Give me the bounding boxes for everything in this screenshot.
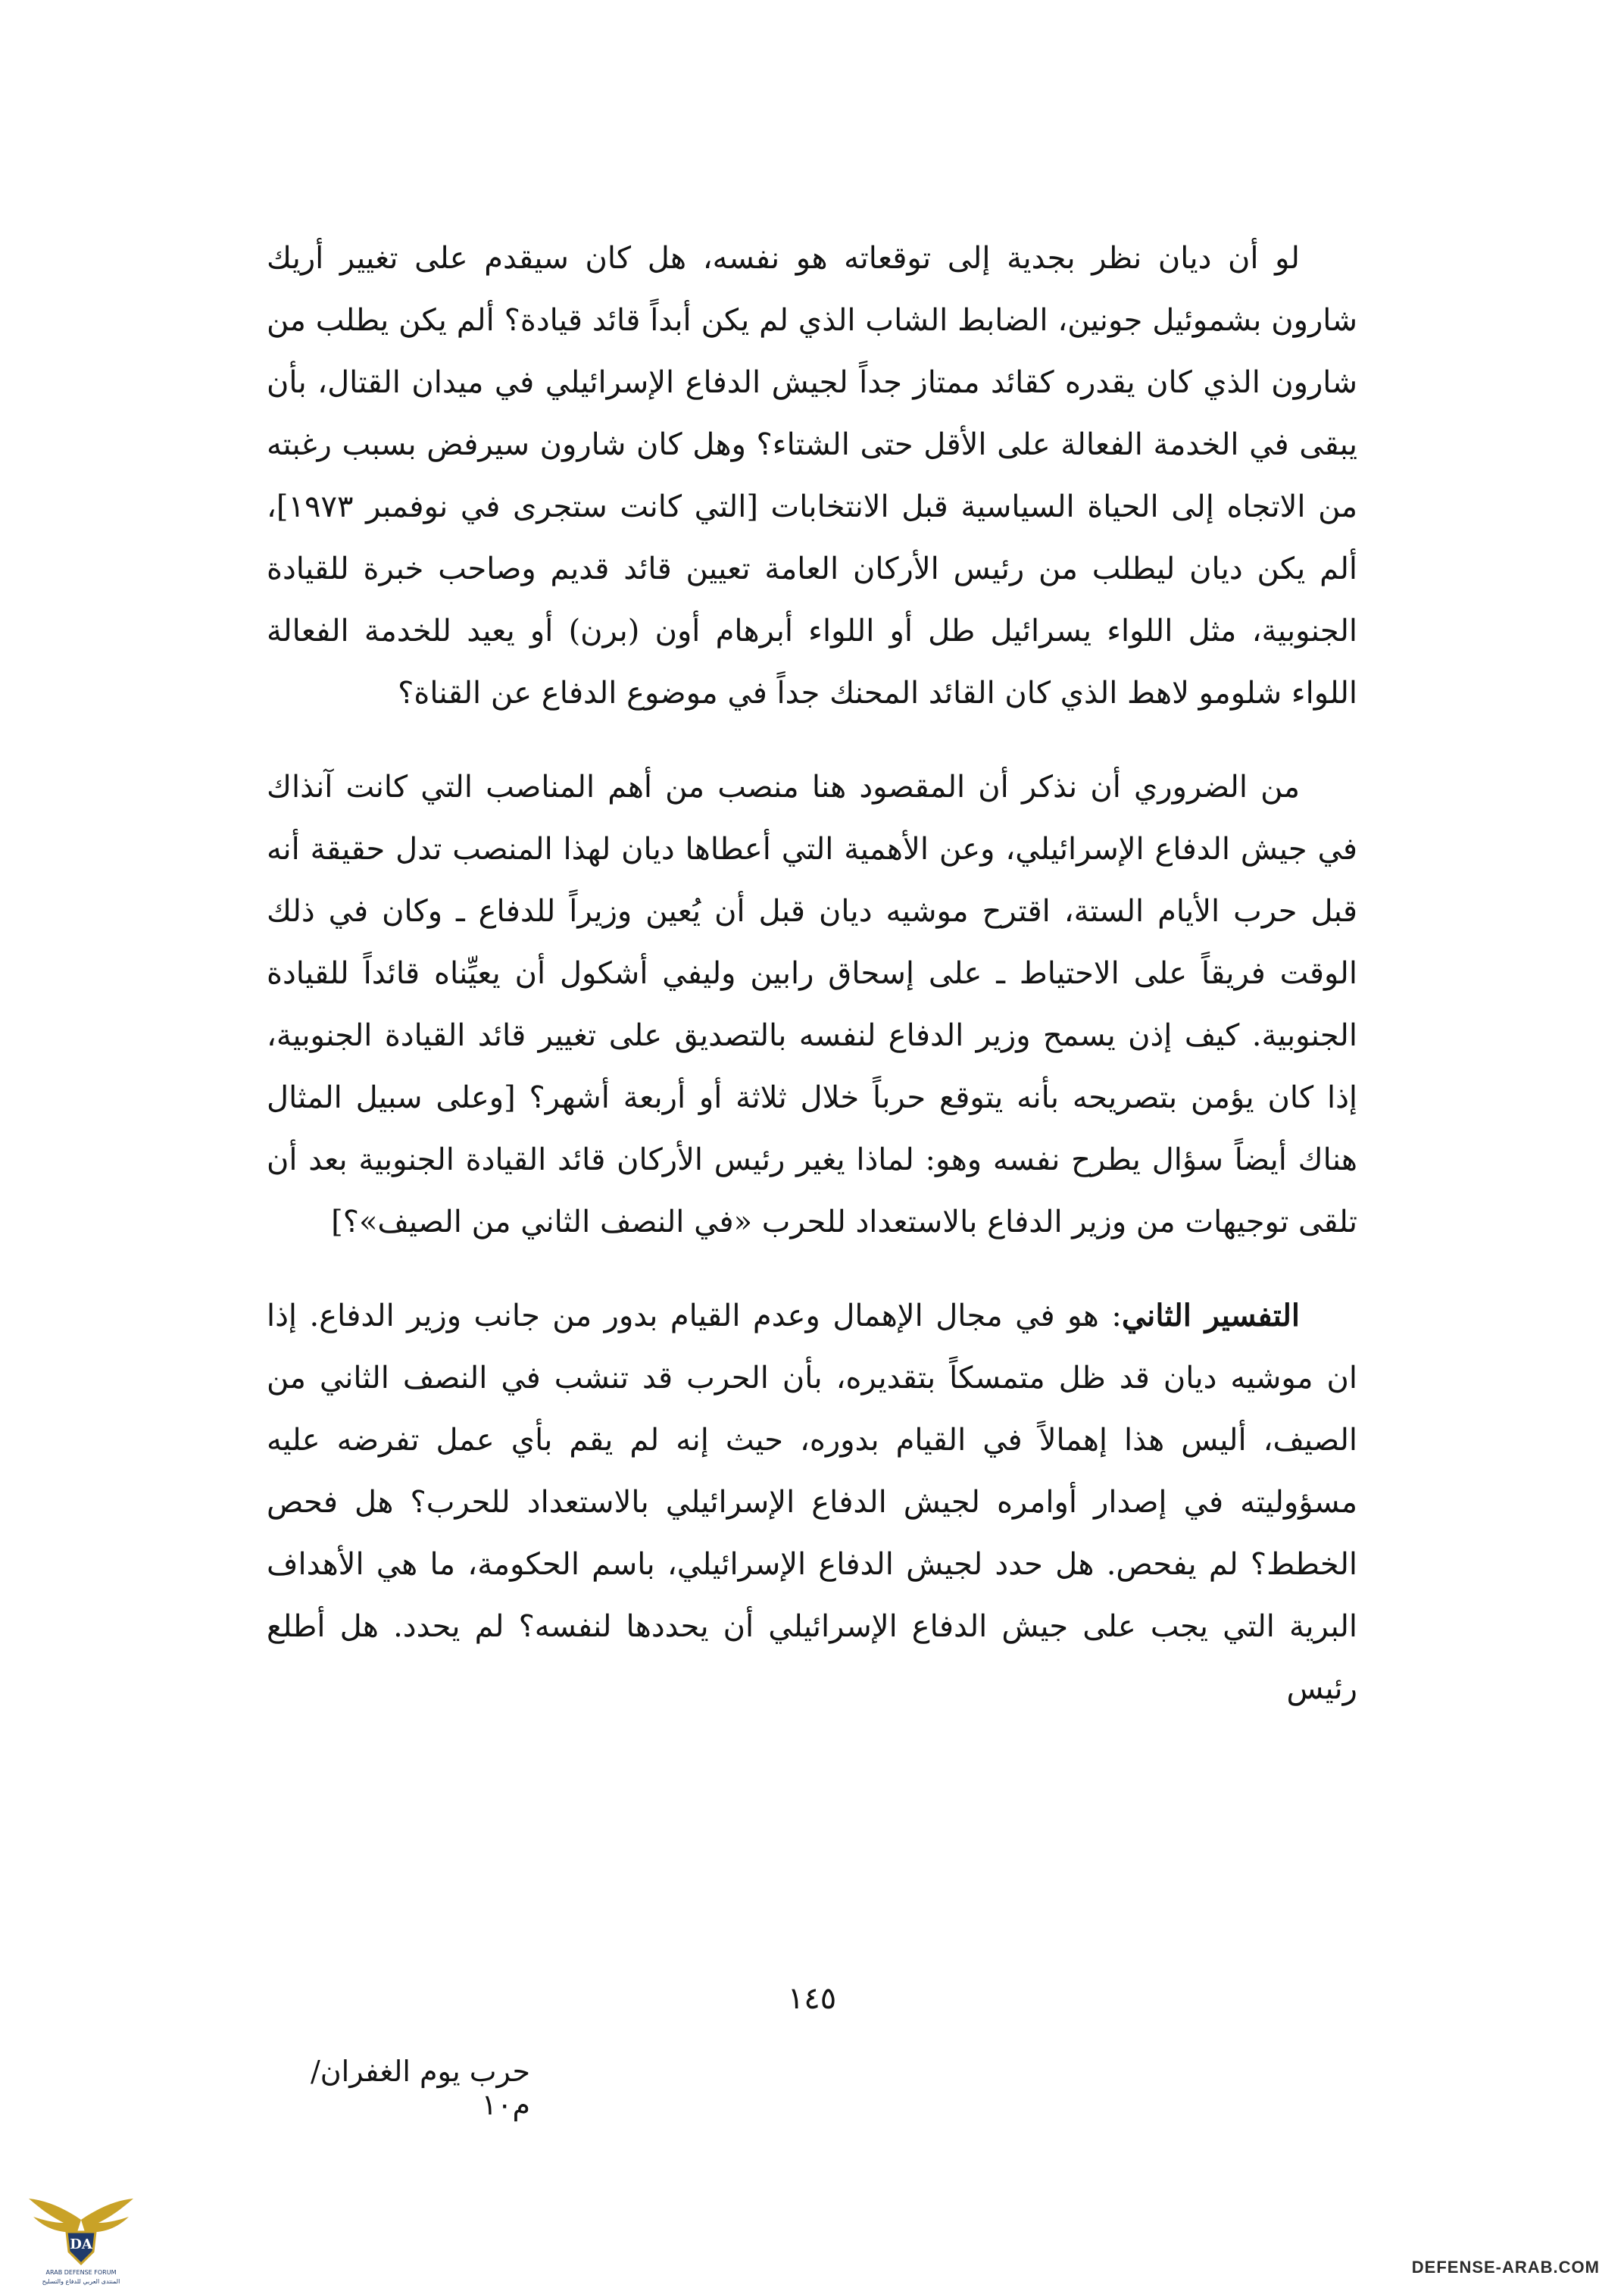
paragraph-1 <box>267 227 1357 724</box>
running-footer: حرب يوم الغفران/ م١٠ <box>310 2055 530 2121</box>
site-watermark: DEFENSE-ARAB.COM <box>1411 2258 1600 2277</box>
svg-text:المنتدى العربي للدفاع والتسليح: المنتدى العربي للدفاع والتسليح <box>42 2278 120 2285</box>
paragraph-2 <box>267 756 1357 1253</box>
svg-text:DA: DA <box>70 2236 92 2252</box>
forum-logo-graphic <box>24 2173 138 2286</box>
svg-text:ARAB DEFENSE FORUM: ARAB DEFENSE FORUM <box>45 2269 117 2276</box>
page-body <box>267 227 1357 1752</box>
paragraph-text: : هو في مجال الإهمال وعدم القيام بدور من جانب وزير الدفاع. إذا ان موشيه ديان قد ظل متمسكاً بتقديره، بأن الحرب قد تنشب في النصف الثاني من الصيف، أليس هذا إهمالاً في القيام بدوره، حيث إنه لم يقم بأي عمل تفرضه عليه مسؤوليته في إصدار أوامره لجيش الدفاع الإسرائيلي بالاستعداد للحرب؟ هل فحص الخطط؟ لم يفحص. هل حدد لجيش الدفاع الإسرائيلي، باسم الحكومة، ما هي الأهداف البرية التي يجب على جيش الدفاع الإسرائيلي أن يحددها لنفسه؟ لم يحدد. هل أطلع رئيس <box>267 1299 1357 1706</box>
forum-logo <box>24 2173 138 2286</box>
paragraph-lead-term: التفسير الثاني <box>1121 1298 1300 1333</box>
paragraph-text: لو أن ديان نظر بجدية إلى توقعاته هو نفسه، هل كان سيقدم على تغيير أريك شارون بشموئيل جونين، الضابط الشاب الذي لم يكن أبداً قائد قيادة؟ ألم يكن يطلب من شارون الذي كان يقدره كقائد ممتاز جداً لجيش الدفاع الإسرائيلي في ميدان القتال، بأن يبقى في الخدمة الفعالة على الأقل حتى الشتاء؟ وهل كان شارون سيرفض بسبب رغبته من الاتجاه إلى الحياة السياسية قبل الانتخابات [التي كانت ستجرى في نوفمبر ١٩٧٣]، ألم يكن ديان ليطلب من رئيس الأركان العامة تعيين قائد قديم وصاحب خبرة للقيادة الجنوبية، مثل اللواء يسرائيل طل أو اللواء أبرهام أون (برن) أو يعيد للخدمة الفعالة اللواء شلومو لاهط الذي كان القائد المحنك جداً في موضوع الدفاع عن القناة؟ <box>267 241 1357 711</box>
page-number: ١٤٥ <box>787 1981 837 2016</box>
paragraph-text: من الضروري أن نذكر أن المقصود هنا منصب من أهم المناصب التي كانت آنذاك في جيش الدفاع الإسرائيلي، وعن الأهمية التي أعطاها ديان لهذا المنصب تدل حقيقة أنه قبل حرب الأيام الستة، اقترح موشيه ديان قبل أن يُعين وزيراً للدفاع ـ وكان في ذلك الوقت فريقاً على الاحتياط ـ على إسحاق رابين وليفي أشكول أن يعيِّناه قائداً للقيادة الجنوبية. كيف إذن يسمح وزير الدفاع لنفسه بالتصديق على تغيير قائد القيادة الجنوبية، إذا كان يؤمن بتصريحه بأنه يتوقع حرباً خلال ثلاثة أو أربعة أشهر؟ [وعلى سبيل المثال هناك أيضاً سؤال يطرح نفسه وهو: لماذا يغير رئيس الأركان قائد القيادة الجنوبية بعد أن تلقى توجيهات من وزير الدفاع بالاستعداد للحرب «في النصف الثاني من الصيف»؟] <box>267 770 1357 1239</box>
paragraph-3 <box>267 1285 1357 1720</box>
